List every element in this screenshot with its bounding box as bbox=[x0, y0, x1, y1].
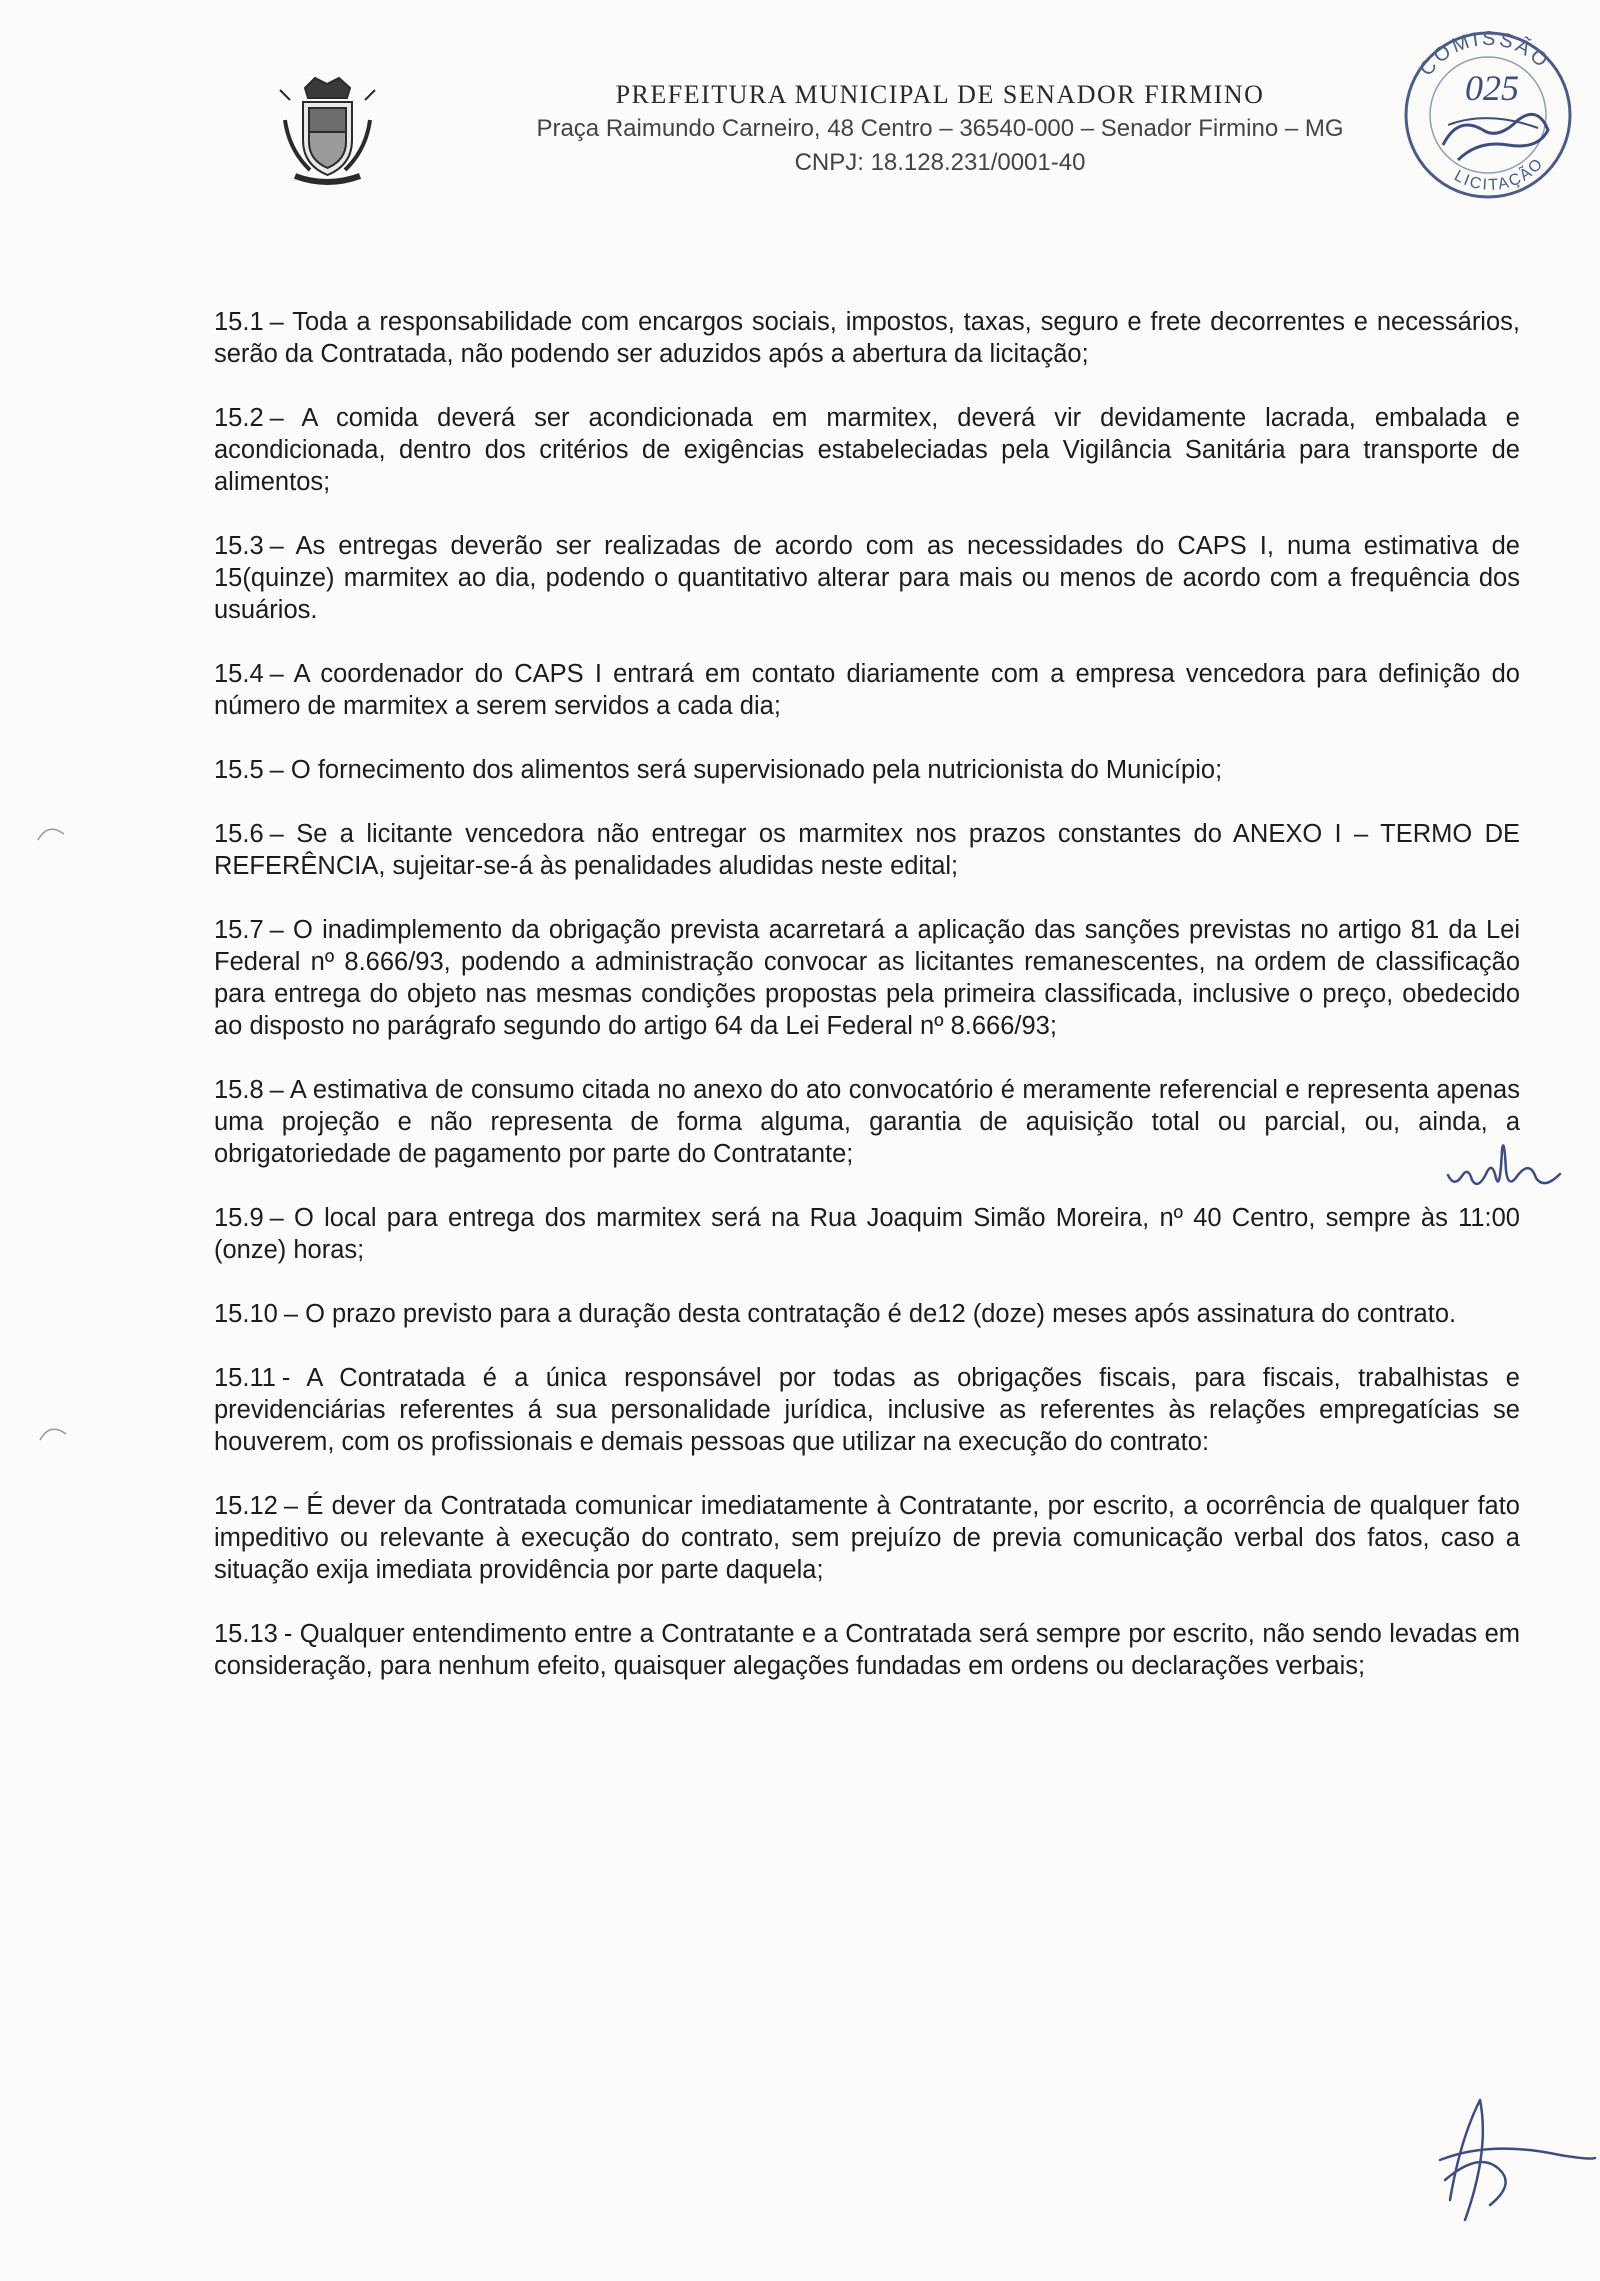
clause-15-5 bbox=[214, 754, 1520, 786]
commission-stamp-icon bbox=[1388, 20, 1588, 200]
clause-text: – O prazo previsto para a duração desta contratação é de12 (doze) meses após assinatura do contrato. bbox=[283, 1300, 1457, 1328]
clause-text: – O inadimplemento da obrigação prevista acarretará a aplicação das sanções previstas no artigo 81 da Lei Federal nº 8.666/93, podendo a administração convocar as licitantes remanescentes, na ordem de classificação para entrega do objeto nas mesmas condições propostas pela primeira classificada, inclusive o preço, obedecido ao disposto no parágrafo segundo do artigo 64 da Lei Federal nº 8.666/93; bbox=[214, 916, 1520, 1040]
clause-15-1 bbox=[214, 306, 1520, 370]
stamp-top-text: COMISSÃO bbox=[1415, 27, 1554, 81]
organization-name: PREFEITURA MUNICIPAL DE SENADOR FIRMINO bbox=[615, 80, 1265, 109]
clause-15-13 bbox=[214, 1618, 1520, 1682]
clause-15-12 bbox=[214, 1490, 1520, 1586]
clause-text: – Se a licitante vencedora não entregar os marmitex nos prazos constantes do ANEXO I – TERMO DE REFERÊNCIA, sujeitar-se-á às penalidades aludidas neste edital; bbox=[214, 820, 1520, 880]
clause-15-9 bbox=[214, 1202, 1520, 1266]
clause-number: 15.6 bbox=[214, 820, 264, 848]
clause-15-2 bbox=[214, 402, 1520, 498]
organization-cnpj: CNPJ: 18.128.231/0001-40 bbox=[794, 149, 1086, 176]
clause-text: – As entregas deverão ser realizadas de acordo com as necessidades do CAPS I, numa estimativa de 15(quinze) marmitex ao dia, podendo o quantitativo alterar para mais ou menos de acordo com a frequência dos usuários. bbox=[214, 532, 1520, 624]
clause-text: - Qualquer entendimento entre a Contratante e a Contratada será sempre por escrito, não sendo levadas em consideração, para nenhum efeito, quaisquer alegações fundadas em ordens ou declarações verbais; bbox=[214, 1620, 1520, 1680]
stamp-number: 025 bbox=[1465, 68, 1519, 108]
clause-text: – É dever da Contratada comunicar imediatamente à Contratante, por escrito, a ocorrência de qualquer fato impeditivo ou relevante à execução do contrato, sem prejuízo de previa comunicação verbal dos fatos, caso a situação exija imediata providência por parte daquela; bbox=[214, 1492, 1520, 1584]
clause-text: - A Contratada é a única responsável por todas as obrigações fiscais, para fiscais, trabalhistas e previdenciárias referentes á sua personalidade jurídica, inclusive as referentes às relações empregatícias se houverem, com os profissionais e demais pessoas que utilizar na execução do contrato: bbox=[214, 1364, 1520, 1456]
clause-text: – A estimativa de consumo citada no anexo do ato convocatório é meramente referencial e representa apenas uma projeção e não representa de forma alguma, garantia de aquisição total ou parcial, ou, ainda, a obrigatoriedade de pagamento por parte do Contratante; bbox=[214, 1076, 1520, 1168]
letterhead bbox=[470, 78, 1410, 180]
clause-text: – Toda a responsabilidade com encargos sociais, impostos, taxas, seguro e frete decorrentes e necessários, serão da Contratada, não podendo ser aduzidos após a abertura da licitação; bbox=[214, 308, 1520, 368]
stamp-bottom-text: LICITAÇÃO bbox=[1451, 154, 1548, 194]
clause-number: 15.1 bbox=[214, 308, 264, 336]
clause-text: – O fornecimento dos alimentos será supervisionado pela nutricionista do Município; bbox=[269, 756, 1223, 784]
clause-number: 15.5 bbox=[214, 756, 264, 784]
clause-number: 15.7 bbox=[214, 916, 264, 944]
svg-text:LICITAÇÃO bbox=[1451, 155, 1547, 194]
clause-number: 15.8 bbox=[214, 1076, 264, 1104]
clause-number: 15.4 bbox=[214, 660, 264, 688]
clause-number: 15.11 bbox=[214, 1364, 276, 1392]
clause-text: – A comida deverá ser acondicionada em marmitex, deverá vir devidamente lacrada, embalada e acondicionada, dentro dos critérios de exigências estabeleciadas pela Vigilância Sanitária para transporte de alimentos; bbox=[214, 404, 1520, 496]
clause-15-4 bbox=[214, 658, 1520, 722]
document-body bbox=[214, 306, 1520, 1714]
clause-number: 15.3 bbox=[214, 532, 264, 560]
municipal-crest-icon bbox=[275, 70, 380, 190]
clause-15-11 bbox=[214, 1362, 1520, 1458]
clause-15-6 bbox=[214, 818, 1520, 882]
clause-15-10 bbox=[214, 1298, 1520, 1330]
clause-number: 15.2 bbox=[214, 404, 264, 432]
clause-number: 15.13 bbox=[214, 1620, 278, 1648]
clause-number: 15.9 bbox=[214, 1204, 264, 1232]
clause-15-8 bbox=[214, 1074, 1520, 1170]
organization-address: Praça Raimundo Carneiro, 48 Centro – 36540-000 – Senador Firmino – MG bbox=[536, 115, 1344, 142]
signature-icon bbox=[1420, 2080, 1600, 2230]
clause-text: – O local para entrega dos marmitex será na Rua Joaquim Simão Moreira, nº 40 Centro, sempre às 11:00 (onze) horas; bbox=[214, 1204, 1520, 1264]
punch-hole-mark bbox=[36, 820, 66, 844]
clause-number: 15.12 bbox=[214, 1492, 278, 1520]
signature-icon bbox=[1440, 1130, 1570, 1200]
clause-15-7 bbox=[214, 914, 1520, 1042]
clause-number: 15.10 bbox=[214, 1300, 278, 1328]
clause-text: – A coordenador do CAPS I entrará em contato diariamente com a empresa vencedora para definição do número de marmitex a serem servidos a cada dia; bbox=[214, 660, 1520, 720]
clause-15-3 bbox=[214, 530, 1520, 626]
punch-hole-mark bbox=[38, 1420, 68, 1444]
